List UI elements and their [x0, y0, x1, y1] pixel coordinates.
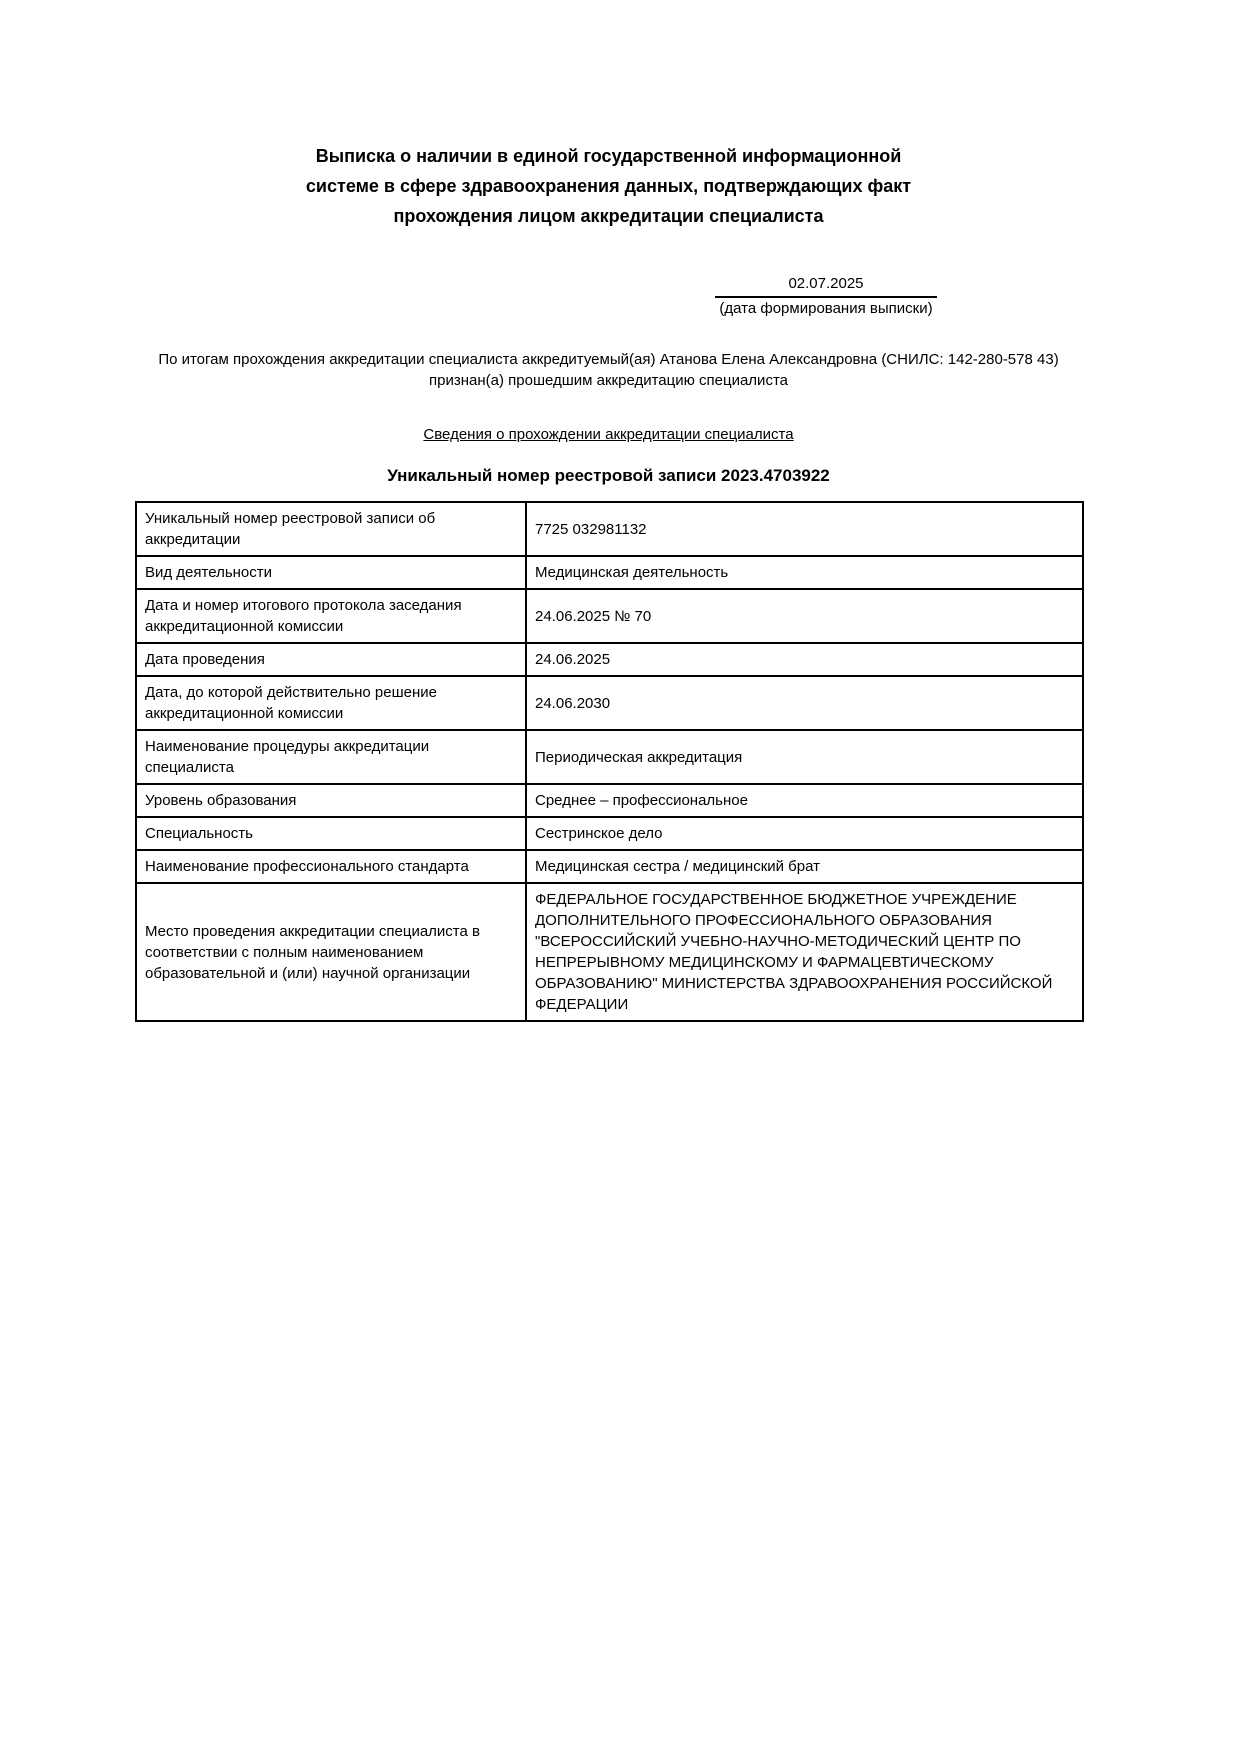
row-value: 7725 032981132	[526, 502, 1083, 556]
table-row-education-level	[136, 784, 1083, 817]
document-title-line-3: прохождения лицом аккредитации специалиста	[393, 206, 824, 226]
row-label: Дата и номер итогового протокола заседания аккредитационной комиссии	[136, 589, 526, 643]
extract-date: 02.07.2025	[715, 273, 937, 298]
document-content	[135, 141, 1082, 1022]
document-title-line-1: Выписка о наличии в единой государственной информационной	[315, 146, 902, 166]
extract-date-block	[715, 273, 937, 319]
table-row-specialty	[136, 817, 1083, 850]
registry-record-heading: Уникальный номер реестровой записи 2023.4703922	[387, 466, 830, 485]
table-row-accreditation-place	[136, 883, 1083, 1021]
table-row-valid-until	[136, 676, 1083, 730]
row-value: Сестринское дело	[526, 817, 1083, 850]
row-label: Дата, до которой действительно решение аккредитационной комиссии	[136, 676, 526, 730]
row-value: 24.06.2025	[526, 643, 1083, 676]
row-value: 24.06.2025 № 70	[526, 589, 1083, 643]
row-label: Наименование процедуры аккредитации специалиста	[136, 730, 526, 784]
row-label: Уникальный номер реестровой записи об аккредитации	[136, 502, 526, 556]
row-label: Уровень образования	[136, 784, 526, 817]
extract-date-caption: (дата формирования выписки)	[719, 300, 933, 317]
table-row-protocol	[136, 589, 1083, 643]
table-row-professional-standard	[136, 850, 1083, 883]
table-row-procedure-name	[136, 730, 1083, 784]
table-row-activity-type	[136, 556, 1083, 589]
row-value: Среднее – профессиональное	[526, 784, 1083, 817]
row-label: Вид деятельности	[136, 556, 526, 589]
row-value: 24.06.2030	[526, 676, 1083, 730]
document-title-line-2: системе в сфере здравоохранения данных, подтверждающих факт	[305, 176, 912, 196]
document-title	[135, 141, 1082, 231]
intro-paragraph: По итогам прохождения аккредитации специалиста аккредитуемый(ая) Атанова Елена Александровна (СНИЛС: 142-280-578 43) признан(а) прошедшим аккредитацию специалиста	[158, 351, 1059, 389]
row-value: ФЕДЕРАЛЬНОЕ ГОСУДАРСТВЕННОЕ БЮДЖЕТНОЕ УЧРЕЖДЕНИЕ ДОПОЛНИТЕЛЬНОГО ПРОФЕССИОНАЛЬНОГО ОБРАЗОВАНИЯ "ВСЕРОССИЙСКИЙ УЧЕБНО-НАУЧНО-МЕТОДИЧЕСКИЙ ЦЕНТР ПО НЕПРЕРЫВНОМУ МЕДИЦИНСКОМУ И ФАРМАЦЕВТИЧЕСКОМУ ОБРАЗОВАНИЮ" МИНИСТЕРСТВА ЗДРАВООХРАНЕНИЯ РОССИЙСКОЙ ФЕДЕРАЦИИ	[526, 883, 1083, 1021]
row-label: Специальность	[136, 817, 526, 850]
row-value: Медицинская деятельность	[526, 556, 1083, 589]
row-label: Место проведения аккредитации специалиста в соответствии с полным наименованием образовательной и (или) научной организации	[136, 883, 526, 1021]
table-row-registry-number	[136, 502, 1083, 556]
accreditation-details-table	[135, 501, 1084, 1022]
row-label: Наименование профессионального стандарта	[136, 850, 526, 883]
row-value: Периодическая аккредитация	[526, 730, 1083, 784]
section-heading: Сведения о прохождении аккредитации специалиста	[423, 426, 794, 443]
table-row-date-held	[136, 643, 1083, 676]
row-value: Медицинская сестра / медицинский брат	[526, 850, 1083, 883]
row-label: Дата проведения	[136, 643, 526, 676]
